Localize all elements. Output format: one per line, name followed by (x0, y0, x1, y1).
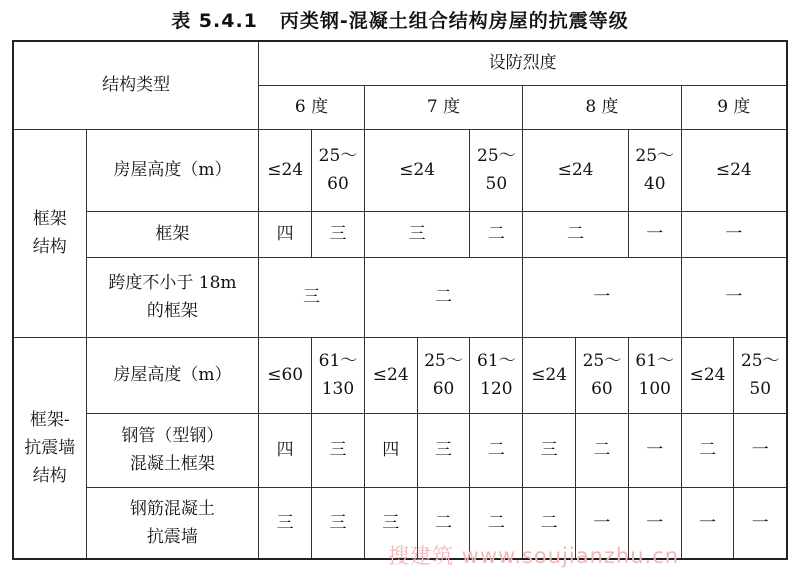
frame-height-cell: ≤24 (681, 129, 787, 211)
frame-grade-cell: 二 (470, 211, 523, 257)
rc-grade-cell: 三 (364, 487, 417, 559)
frame-grade-cell: 三 (312, 211, 365, 257)
steel-grade-cell: 三 (312, 413, 365, 487)
wall-height-cell: ≤24 (523, 337, 576, 413)
rc-grade-cell: 一 (681, 487, 734, 559)
wall-height-label: 房屋高度（m） (86, 337, 259, 413)
wall-height-cell: 25～ 60 (417, 337, 470, 413)
span-row-label: 跨度不小于 18m 的框架 (86, 257, 259, 337)
frame-height-cell: 25～ 40 (628, 129, 681, 211)
wall-height-cell: 61～ 120 (470, 337, 523, 413)
degree-9-header: 9 度 (681, 85, 787, 129)
wall-height-cell: ≤60 (259, 337, 312, 413)
steel-grade-cell: 二 (470, 413, 523, 487)
frame-height-cell: 25～ 50 (470, 129, 523, 211)
seismic-grade-table (12, 40, 788, 560)
rc-grade-cell: 三 (312, 487, 365, 559)
rc-grade-cell: 二 (417, 487, 470, 559)
frame-structure-label: 框架 结构 (13, 129, 86, 337)
degree-7-header: 7 度 (364, 85, 522, 129)
frame-height-cell: ≤24 (523, 129, 629, 211)
steel-grade-cell: 二 (576, 413, 629, 487)
structure-type-header: 结构类型 (13, 41, 259, 129)
table-title (0, 6, 800, 33)
wall-height-cell: 61～ 100 (628, 337, 681, 413)
frame-grade-cell: 四 (259, 211, 312, 257)
rc-grade-cell: 一 (576, 487, 629, 559)
steel-grade-cell: 四 (364, 413, 417, 487)
table-caption: 丙类钢-混凝土组合结构房屋的抗震等级 (279, 10, 629, 32)
rc-grade-cell: 二 (470, 487, 523, 559)
frame-height-cell: ≤24 (364, 129, 470, 211)
span-grade-cell: 一 (523, 257, 681, 337)
intensity-header: 设防烈度 (259, 41, 787, 85)
rc-grade-cell: 二 (523, 487, 576, 559)
span-grade-cell: 二 (364, 257, 522, 337)
frame-height-label: 房屋高度（m） (86, 129, 259, 211)
frame-height-cell: 25～ 60 (312, 129, 365, 211)
steel-grade-cell: 一 (734, 413, 787, 487)
degree-6-header: 6 度 (259, 85, 365, 129)
wall-height-cell: ≤24 (681, 337, 734, 413)
degree-8-header: 8 度 (523, 85, 681, 129)
wall-height-cell: 25～ 60 (576, 337, 629, 413)
wall-height-cell: ≤24 (364, 337, 417, 413)
rc-grade-cell: 一 (734, 487, 787, 559)
frame-height-cell: ≤24 (259, 129, 312, 211)
span-grade-cell: 一 (681, 257, 787, 337)
span-grade-cell: 三 (259, 257, 365, 337)
frame-grade-cell: 一 (681, 211, 787, 257)
frame-row-label: 框架 (86, 211, 259, 257)
rc-grade-cell: 一 (628, 487, 681, 559)
frame-grade-cell: 二 (523, 211, 629, 257)
frame-grade-cell: 一 (628, 211, 681, 257)
rc-wall-row-label: 钢筋混凝土 抗震墙 (86, 487, 259, 559)
steel-grade-cell: 三 (523, 413, 576, 487)
frame-grade-cell: 三 (364, 211, 470, 257)
watermark: 搜建筑 www.soujianzhu.cn (388, 544, 680, 568)
steel-grade-cell: 二 (681, 413, 734, 487)
wall-height-cell: 61～ 130 (312, 337, 365, 413)
rc-grade-cell: 三 (259, 487, 312, 559)
table-number: 表 5.4.1 (171, 10, 258, 32)
wall-height-cell: 25～ 50 (734, 337, 787, 413)
frame-wall-structure-label: 框架- 抗震墙 结构 (13, 337, 86, 559)
steel-grade-cell: 三 (417, 413, 470, 487)
steel-grade-cell: 一 (628, 413, 681, 487)
steel-frame-row-label: 钢管（型钢） 混凝土框架 (86, 413, 259, 487)
steel-grade-cell: 四 (259, 413, 312, 487)
